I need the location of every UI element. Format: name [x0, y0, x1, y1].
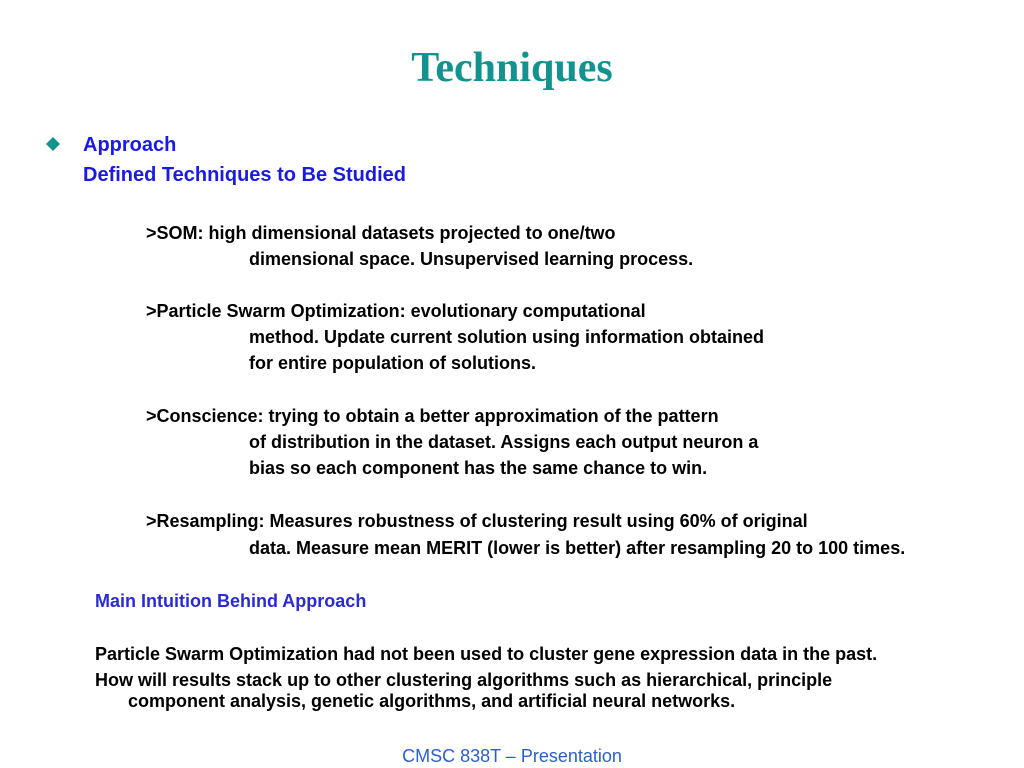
intuition-paragraph: Particle Swarm Optimization had not been used to cluster gene expression data in the past.: [95, 644, 878, 664]
slide-title: Techniques: [411, 45, 613, 91]
technique-resampling-detail: data. Measure mean MERIT (lower is better) after resampling 20 to 100 times.: [249, 538, 906, 558]
technique-pso-detail: for entire population of solutions.: [249, 353, 536, 373]
technique-conscience-detail: of distribution in the dataset. Assigns each output neuron a: [249, 432, 759, 452]
technique-conscience: >Conscience: trying to obtain a better approximation of the pattern: [146, 406, 719, 426]
intuition-question: How will results stack up to other clustering algorithms such as hierarchical, principle: [95, 670, 833, 690]
technique-resampling: >Resampling: Measures robustness of clustering result using 60% of original: [146, 511, 808, 531]
technique-pso-detail: method. Update current solution using information obtained: [249, 327, 764, 347]
technique-conscience-detail: bias so each component has the same chance to win.: [249, 458, 708, 478]
technique-som: >SOM: high dimensional datasets projected to one/two: [146, 223, 616, 243]
defined-techniques-heading: Defined Techniques to Be Studied: [83, 164, 406, 186]
technique-som-detail: dimensional space. Unsupervised learning process.: [249, 249, 694, 269]
technique-pso: >Particle Swarm Optimization: evolutionary computational: [146, 301, 646, 321]
approach-heading: Approach: [83, 134, 177, 156]
intuition-question-cont: component analysis, genetic algorithms, and artificial neural networks.: [128, 691, 736, 711]
slide-footer: CMSC 838T – Presentation: [402, 746, 622, 766]
intuition-heading: Main Intuition Behind Approach: [95, 591, 367, 611]
diamond-icon: [46, 137, 60, 151]
